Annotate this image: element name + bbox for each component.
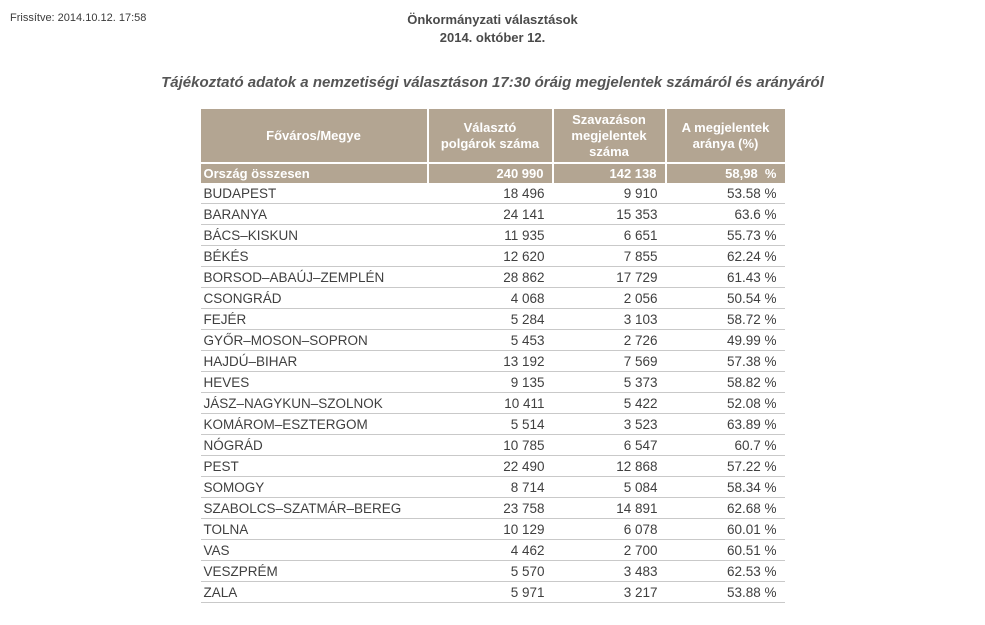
table-row xyxy=(201,456,785,477)
table-row xyxy=(201,330,785,351)
appeared-count-cell: 2 726 xyxy=(553,330,666,351)
ratio-cell: 52.08 % xyxy=(666,393,785,414)
voters-count-cell: 5 284 xyxy=(428,309,553,330)
national-total-row xyxy=(201,163,785,183)
appeared-count-cell: 14 891 xyxy=(553,498,666,519)
county-name-cell: SOMOGY xyxy=(201,477,428,498)
table-row xyxy=(201,288,785,309)
county-name-cell: GYŐR–MOSON–SOPRON xyxy=(201,330,428,351)
table-body xyxy=(201,163,785,603)
ratio-cell: 60.01 % xyxy=(666,519,785,540)
ratio-cell: 58.34 % xyxy=(666,477,785,498)
table-row xyxy=(201,414,785,435)
appeared-count-cell: 7 569 xyxy=(553,351,666,372)
ratio-cell: 61.43 % xyxy=(666,267,785,288)
county-name-cell: JÁSZ–NAGYKUN–SZOLNOK xyxy=(201,393,428,414)
ratio-cell: 60.51 % xyxy=(666,540,785,561)
ratio-cell: 49.99 % xyxy=(666,330,785,351)
table-row xyxy=(201,309,785,330)
column-header-appeared: Szavazáson megjelentek száma xyxy=(553,109,666,163)
appeared-count-cell: 7 855 xyxy=(553,246,666,267)
table-row xyxy=(201,393,785,414)
table-row xyxy=(201,204,785,225)
ratio-cell: 50.54 % xyxy=(666,288,785,309)
county-name-cell: ZALA xyxy=(201,582,428,603)
voters-count-cell: 12 620 xyxy=(428,246,553,267)
table-row xyxy=(201,435,785,456)
voters-count-cell: 10 129 xyxy=(428,519,553,540)
appeared-count-cell: 2 700 xyxy=(553,540,666,561)
ratio-cell: 62.24 % xyxy=(666,246,785,267)
page-header xyxy=(0,0,985,47)
appeared-count-cell: 12 868 xyxy=(553,456,666,477)
last-updated-label: Frissítve: 2014.10.12. 17:58 xyxy=(10,12,147,24)
county-name-cell: CSONGRÁD xyxy=(201,288,428,309)
appeared-count-cell: 5 422 xyxy=(553,393,666,414)
voters-count-cell: 28 862 xyxy=(428,267,553,288)
ratio-cell: 53.58 % xyxy=(666,183,785,204)
column-header-county: Főváros/Megye xyxy=(201,109,428,163)
appeared-count-cell: 9 910 xyxy=(553,183,666,204)
voters-count-cell: 5 514 xyxy=(428,414,553,435)
table-row xyxy=(201,225,785,246)
election-date-heading: 2014. október 12. xyxy=(439,30,546,46)
table-row xyxy=(201,540,785,561)
voters-count-cell: 4 068 xyxy=(428,288,553,309)
table-row xyxy=(201,498,785,519)
appeared-count-cell: 3 523 xyxy=(553,414,666,435)
ratio-cell: 57.22 % xyxy=(666,456,785,477)
appeared-count-cell: 6 651 xyxy=(553,225,666,246)
appeared-count-cell: 6 078 xyxy=(553,519,666,540)
ratio-cell: 55.73 % xyxy=(666,225,785,246)
county-name-cell: VAS xyxy=(201,540,428,561)
header-row xyxy=(201,109,785,163)
county-name-cell: BARANYA xyxy=(201,204,428,225)
table-row xyxy=(201,267,785,288)
voters-count-cell: 10 411 xyxy=(428,393,553,414)
voters-count-cell: 4 462 xyxy=(428,540,553,561)
ratio-cell: 62.68 % xyxy=(666,498,785,519)
voters-count-cell: 11 935 xyxy=(428,225,553,246)
total-voters-cell: 240 990 xyxy=(428,163,553,183)
appeared-count-cell: 17 729 xyxy=(553,267,666,288)
report-title: Tájékoztató adatok a nemzetiségi választáson 17:30 óráig megjelentek számáról és arányáról xyxy=(161,74,824,92)
county-name-cell: BÁCS–KISKUN xyxy=(201,225,428,246)
appeared-count-cell: 5 373 xyxy=(553,372,666,393)
ratio-cell: 58.72 % xyxy=(666,309,785,330)
table-row xyxy=(201,561,785,582)
ratio-cell: 63.6 % xyxy=(666,204,785,225)
county-name-cell: TOLNA xyxy=(201,519,428,540)
appeared-count-cell: 3 217 xyxy=(553,582,666,603)
table-row xyxy=(201,582,785,603)
turnout-table xyxy=(201,109,785,603)
appeared-count-cell: 2 056 xyxy=(553,288,666,309)
voters-count-cell: 9 135 xyxy=(428,372,553,393)
voters-count-cell: 10 785 xyxy=(428,435,553,456)
table-row xyxy=(201,372,785,393)
voters-count-cell: 13 192 xyxy=(428,351,553,372)
voters-count-cell: 24 141 xyxy=(428,204,553,225)
ratio-cell: 58.82 % xyxy=(666,372,785,393)
total-appeared-cell: 142 138 xyxy=(553,163,666,183)
total-ratio-cell: 58,98 % xyxy=(666,163,785,183)
ratio-cell: 53.88 % xyxy=(666,582,785,603)
county-name-cell: HAJDÚ–BIHAR xyxy=(201,351,428,372)
county-name-cell: FEJÉR xyxy=(201,309,428,330)
voters-count-cell: 22 490 xyxy=(428,456,553,477)
county-name-cell: NÓGRÁD xyxy=(201,435,428,456)
table-row xyxy=(201,351,785,372)
total-label-cell: Ország összesen xyxy=(201,163,428,183)
table-row xyxy=(201,183,785,204)
column-header-voters: Választó polgárok száma xyxy=(428,109,553,163)
ratio-cell: 57.38 % xyxy=(666,351,785,372)
voters-count-cell: 5 453 xyxy=(428,330,553,351)
voters-count-cell: 23 758 xyxy=(428,498,553,519)
ratio-cell: 60.7 % xyxy=(666,435,785,456)
county-name-cell: SZABOLCS–SZATMÁR–BEREG xyxy=(201,498,428,519)
county-name-cell: VESZPRÉM xyxy=(201,561,428,582)
appeared-count-cell: 5 084 xyxy=(553,477,666,498)
election-name-heading: Önkormányzati választások xyxy=(407,12,578,27)
voters-count-cell: 18 496 xyxy=(428,183,553,204)
county-name-cell: KOMÁROM–ESZTERGOM xyxy=(201,414,428,435)
table-row xyxy=(201,246,785,267)
ratio-cell: 63.89 % xyxy=(666,414,785,435)
ratio-cell: 62.53 % xyxy=(666,561,785,582)
county-name-cell: HEVES xyxy=(201,372,428,393)
county-name-cell: PEST xyxy=(201,456,428,477)
table-row xyxy=(201,477,785,498)
county-name-cell: BUDAPEST xyxy=(201,183,428,204)
table-row xyxy=(201,519,785,540)
appeared-count-cell: 15 353 xyxy=(553,204,666,225)
table-header xyxy=(201,109,785,163)
voters-count-cell: 5 570 xyxy=(428,561,553,582)
county-name-cell: BÉKÉS xyxy=(201,246,428,267)
appeared-count-cell: 6 547 xyxy=(553,435,666,456)
voters-count-cell: 8 714 xyxy=(428,477,553,498)
voters-count-cell: 5 971 xyxy=(428,582,553,603)
column-header-ratio: A megjelentek aránya (%) xyxy=(666,109,785,163)
county-name-cell: BORSOD–ABAÚJ–ZEMPLÉN xyxy=(201,267,428,288)
appeared-count-cell: 3 483 xyxy=(553,561,666,582)
appeared-count-cell: 3 103 xyxy=(553,309,666,330)
